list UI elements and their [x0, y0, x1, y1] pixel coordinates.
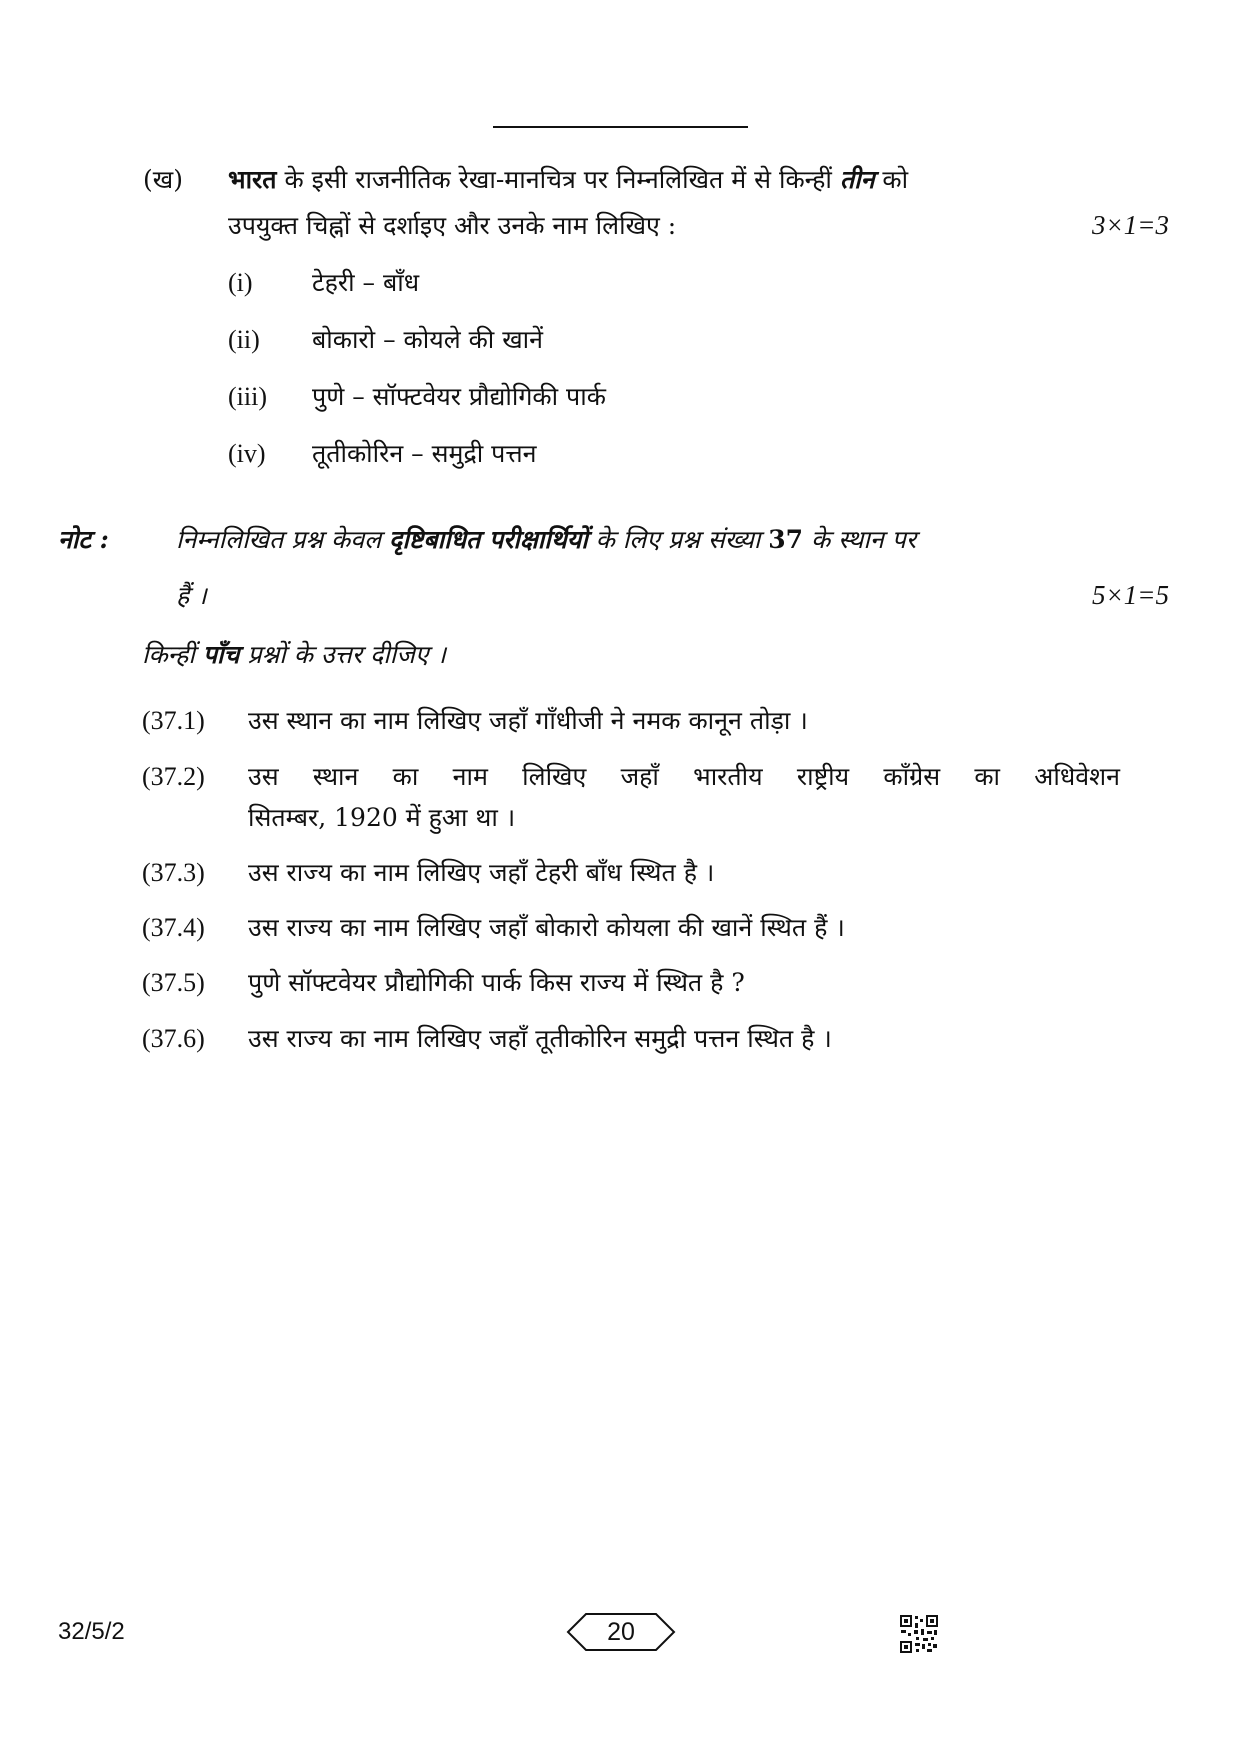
question-text: उस राज्य का नाम लिखिए जहाँ टेहरी बाँध स्थित है । — [248, 858, 715, 887]
note-line-2: हैं । — [176, 581, 207, 610]
part-b-line-1: भारत के इसी राजनीतिक रेखा-मानचित्र पर निम्नलिखित में से किन्हीं तीन को — [228, 165, 909, 194]
note-instruction: किन्हीं पाँच प्रश्नों के उत्तर दीजिए । — [142, 640, 447, 669]
question-text-continued: सितम्बर, 1920 में हुआ था । — [248, 803, 516, 832]
question-number: (37.3) — [142, 858, 205, 887]
question-number: (37.1) — [142, 706, 205, 735]
question-text: पुणे सॉफ्टवेयर प्रौद्योगिकी पार्क किस राज्य में स्थित है ? — [248, 968, 745, 997]
item-text: पुणे – सॉफ्टवेयर प्रौद्योगिकी पार्क — [312, 382, 606, 411]
item-text: तूतीकोरिन – समुद्री पत्तन — [312, 439, 537, 468]
top-divider — [493, 126, 748, 128]
page-number: 20 — [607, 1618, 635, 1646]
part-b-label: (ख) — [143, 165, 183, 194]
instruction-bold-word: पाँच — [202, 640, 240, 669]
paper-code: 32/5/2 — [58, 1618, 125, 1645]
question-number: (37.6) — [142, 1024, 205, 1053]
qr-code-icon — [899, 1614, 939, 1654]
question-number: (37.4) — [142, 913, 205, 942]
item-number: (iii) — [228, 382, 267, 411]
page-number-badge — [566, 1612, 676, 1652]
note-line-1: निम्नलिखित प्रश्न केवल दृष्टिबाधित परीक्षार्थियों के लिए प्रश्न संख्या 37 के स्थान पर — [176, 525, 917, 554]
part-b-line-2: उपयुक्त चिह्नों से दर्शाइए और उनके नाम लिखिए : — [228, 211, 677, 240]
item-number: (iv) — [228, 439, 266, 468]
note-question-number: 37 — [768, 525, 804, 554]
note-label: नोट : — [58, 525, 109, 554]
item-number: (i) — [228, 268, 253, 297]
part-b-emph-word: तीन — [839, 165, 875, 194]
item-text: बोकारो – कोयले की खानें — [312, 325, 544, 354]
question-text: उस स्थान का नाम लिखिए जहाँ गाँधीजी ने नमक कानून तोड़ा । — [248, 706, 808, 735]
question-text: उस राज्य का नाम लिखिए जहाँ बोकारो कोयला की खानें स्थित हैं । — [248, 913, 845, 942]
part-b-bold-word: भारत — [228, 165, 277, 194]
question-text: उस राज्य का नाम लिखिए जहाँ तूतीकोरिन समुद्री पत्तन स्थित है । — [248, 1024, 832, 1053]
note-marks: 5×1=5 — [1092, 580, 1169, 610]
note-bold-phrase: दृष्टिबाधित परीक्षार्थियों — [389, 525, 588, 554]
item-text: टेहरी – बाँध — [312, 268, 420, 297]
question-number: (37.2) — [142, 762, 205, 791]
part-b-marks: 3×1=3 — [1092, 210, 1169, 240]
question-text: उस स्थान का नाम लिखिए जहाँ भारतीय राष्ट्रीय काँग्रेस का अधिवेशन — [248, 762, 1120, 791]
item-number: (ii) — [228, 325, 260, 354]
question-number: (37.5) — [142, 968, 205, 997]
